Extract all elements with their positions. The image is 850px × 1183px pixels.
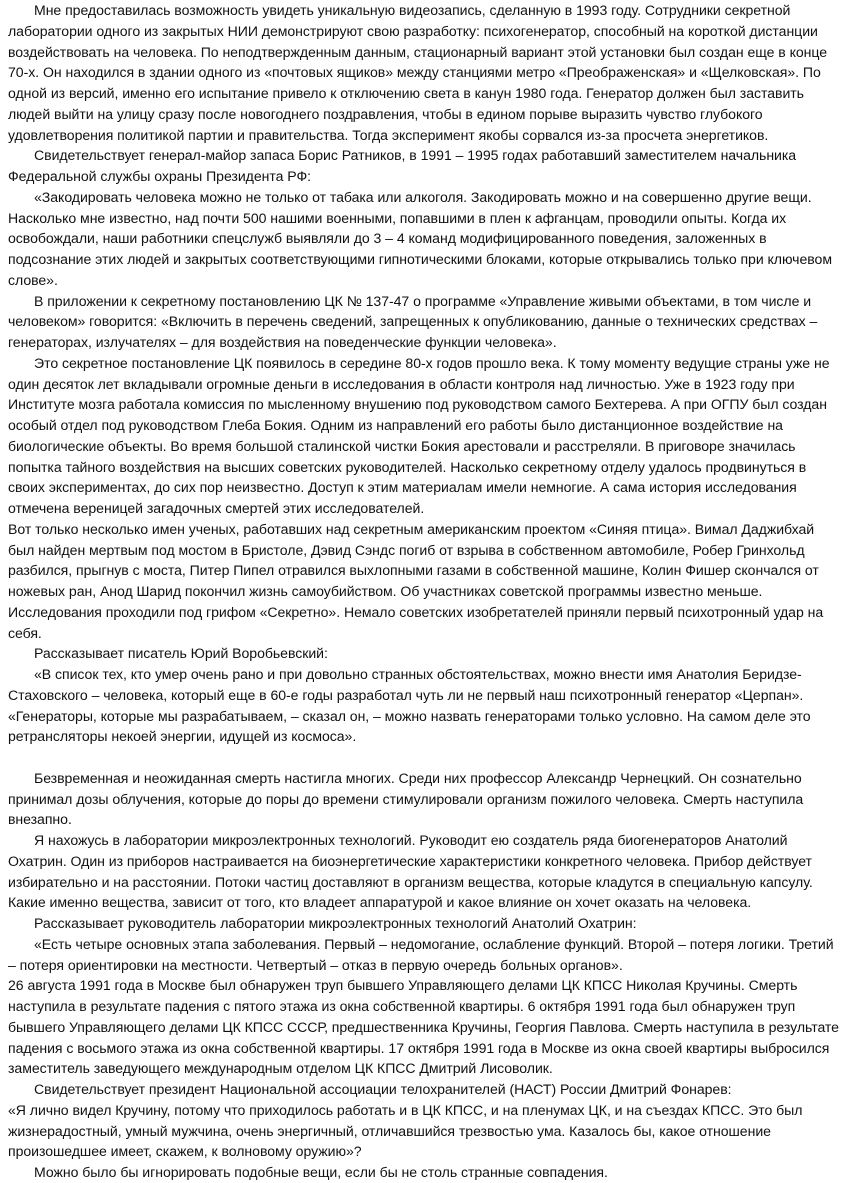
paragraph: В приложении к секретному постановлению ЦК № 137-47 о программе «Управление живыми объектами, в том числе и человеком» говорится: «Включить в перечень сведений, запрещенных к опубликованию, данные о технических средствах – генераторах, излучателях – для воздействия на поведенческие функции человека».: [8, 292, 818, 350]
paragraph: Свидетельствует генерал-майор запаса Борис Ратников, в 1991 – 1995 годах работавший заместителем начальника Федеральной службы охраны Президента РФ:: [8, 147, 797, 184]
paragraph: Рассказывает руководитель лаборатории микроэлектронных технологий Анатолий Охатрин:: [34, 915, 637, 931]
paragraph: Свидетельствует президент Национальной ассоциации телохранителей (НАСТ) России Дмитрий Фонарев:: [34, 1081, 732, 1097]
paragraph: Рассказывает писатель Юрий Воробьевский:: [34, 645, 328, 662]
paragraph: Я нахожусь в лаборатории микроэлектронных технологий. Руководит ею создатель ряда биогенераторов Анатолий Охатрин. Один из приборов настраивается на биоэнергетические характеристики конкретного человека. Прибор действует избирательно и на расстоянии. Потоки частиц доставляют в организм вещества, которые кладутся в специальную капсулу. Какие именно вещества, зависит от того, кто владеет аппаратурой и какое влияние он хочет оказать на человека.: [8, 832, 813, 911]
paragraph: Это секретное постановление ЦК появилось в середине 80-х годов прошло века. К тому моменту ведущие страны уже не один десяток лет вкладывали огромные деньги в исследования в области контроля над личностью. Уже в 1923 году при Институте мозга работала комиссия по мысленному внушению под руководством самого Бехтерева. А при ОГПУ был создан особый отдел под руководством Глеба Бокия. Одним из направлений его работы было дистанционное воздействие на биологические объекты. Во время большой сталинской чистки Бокия арестовали и расстреляли. В приговоре значилась попытка тайного воздействия на высших советских руководителей. Насколько секретному отделу удалось продвинуться в своих экспериментах, до сих пор неизвестно. Доступ к этим материалам имели немногие. А сама история исследования отмечена вереницей загадочных смертей этих исследователей.: [8, 354, 830, 516]
paragraph: Безвременная и неожиданная смерть настигла многих. Среди них профессор Александр Чернецкий. Он сознательно принимал дозы облучения, которые до поры до времени стимулировали организм пожилого человека. Смерть наступила внезапно.: [8, 769, 804, 828]
paragraph: Можно было бы игнорировать подобные вещи, если бы не столь странные совпадения.: [34, 1164, 608, 1180]
paragraph: Мне предоставилась возможность увидеть уникальную видеозапись, сделанную в 1993 году. Сотрудники секретной лаборатории одного из закрытых НИИ демонстрируют свою разработку: психогенератор, способный на короткой дистанции воздействовать на человека. По неподтвержденным данным, стационарный вариант этой установки был создан еще в конце 70-х. Он находился в здании одного из «почтовых ящиков» между станциями метро «Преображенская» и «Щелковская». По одной из версий, именно его испытание привело к отключению света в канун 1980 года. Генератор должен был заставить людей выйти на улицу сразу после новогоднего поздравления, чтобы в едином порыве выразить чувство глубокого удовлетворения политикой партии и правительства. Тогда эксперимент якобы сорвался из-за просчета энергетиков.: [8, 2, 828, 143]
paragraph: 26 августа 1991 года в Москве был обнаружен труп бывшего Управляющего делами ЦК КПСС Николая Кручины. Смерть наступила в результате падения с пятого этажа из окна собственной квартиры. 6 октября 1991 года был обнаружен труп бывшего Управляющего делами ЦК КПСС СССР, предшественника Кручины, Георгия Павлова. Смерть наступила в результате падения с восьмого этажа из окна собственной квартиры. 17 октября 1991 года в Москве из окна своей квартиры выбросился заместитель заведующего международным отделом ЦК КПСС Дмитрий Лисоволик.: [8, 977, 839, 1077]
quote-paragraph: «Закодировать человека можно не только от табака или алкоголя. Закодировать можно и на совершенно другие вещи. Насколько мне известно, над почти 500 нашими военными, попавшими в плен к афганцам, проводили опыты. Когда их освобождали, наши работники спецслужб выявляли до 3 – 4 команд модифицированного поведения, заложенных в подсознание этих людей и закрытых соответствующими гипнотическими блоками, которые открывались только при ключевом слове».: [8, 188, 832, 288]
quote-paragraph: «Есть четыре основных этапа заболевания. Первый – недомогание, ослабление функций. Второй – потеря логики. Третий – потеря ориентировки на местности. Четвертый – отказ в первую очередь больных органов».: [8, 935, 834, 973]
quote-paragraph: «Я лично видел Кручину, потому что приходилось работать и в ЦК КПСС, и на пленумах ЦК, и на съездах КПСС. Это был жизнерадостный, умный мужчина, очень энергичный, отличавшийся трезвостью ума. Казалось бы, какое отношение произошедшее имеет, скажем, к волновому оружию»?: [8, 1101, 803, 1160]
paragraph: Вот только несколько имен ученых, работавших над секретным американским проектом «Синяя птица». Вимал Даджибхай был найден мертвым под мостом в Бристоле, Дэвид Сэндс погиб от взрыва в собственном автомобиле, Робер Гринхольд разбился, прыгнув с моста, Питер Пипел отравился выхлопными газами в собственной машине, Колин Фишер скончался от ножевых ран, Анод Шарид покончил жизнь самоубийством. Об участниках советской программы известно меньше. Исследования проходили под грифом «Секретно». Немало советских изобретателей приняли первый психотронный удар на себя.: [8, 520, 824, 641]
document-body: [8, 0, 844, 1183]
quote-paragraph: «В список тех, кто умер очень рано и при довольно странных обстоятельствах, можно внести имя Анатолия Беридзе-Стаховского – человека, который еще в 60-е годы разработал чуть ли не первый наш психотронный генератор «Церпан». «Генераторы, которые мы разрабатываем, – сказал он, – можно назвать генераторами только условно. На самом деле это ретрансляторы некоей энергии, идущей из космоса».: [8, 666, 811, 745]
blank-line: [8, 747, 844, 768]
